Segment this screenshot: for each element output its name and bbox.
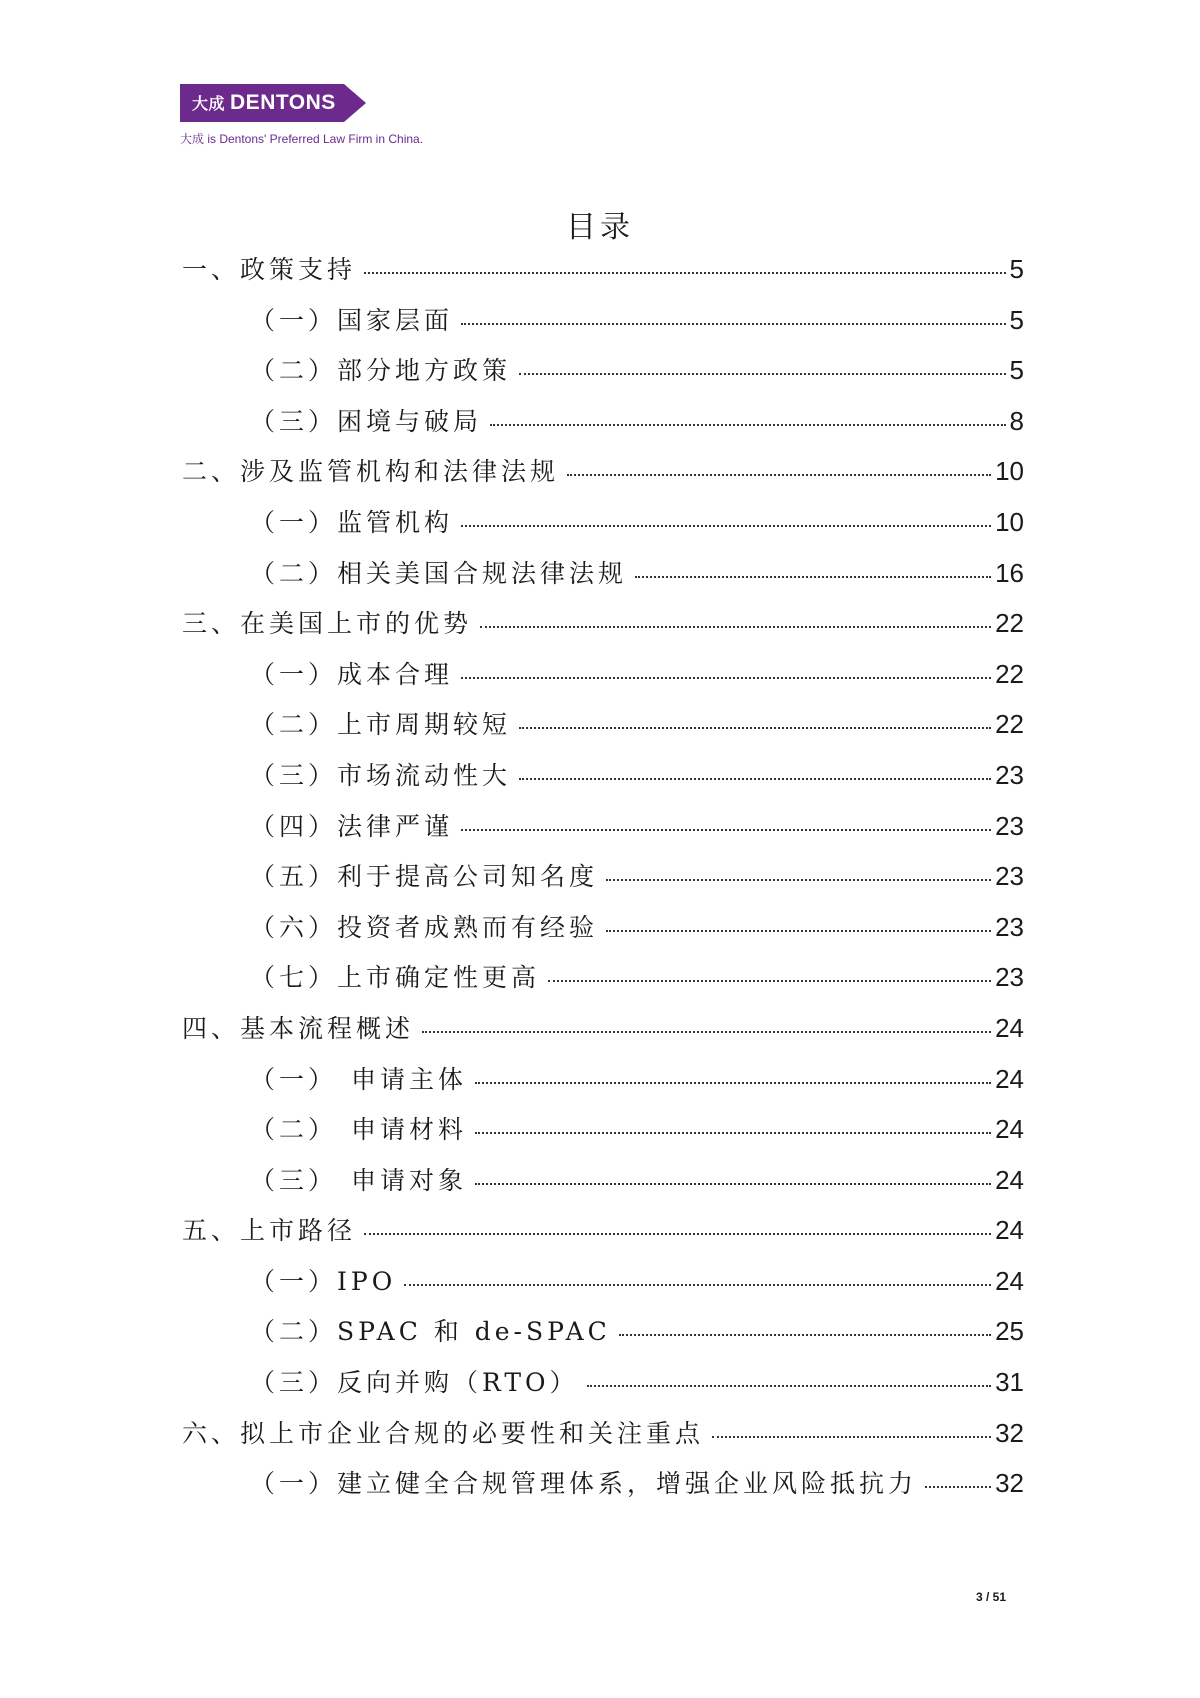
toc-entry-page: 22: [995, 658, 1024, 689]
toc-entry-label: （三）市场流动性大: [250, 760, 512, 790]
toc-entry[interactable]: [182, 655, 1024, 706]
toc-entry-label: （二）SPAC 和 de-SPAC: [250, 1317, 611, 1347]
toc-entry-page: 23: [995, 962, 1024, 993]
toc-leader-dots: [364, 1233, 991, 1235]
toc-leader-dots: [519, 373, 1006, 375]
toc-entry[interactable]: [182, 301, 1024, 352]
page-number: 3 / 51: [976, 1590, 1007, 1604]
toc-entry[interactable]: [182, 1009, 1024, 1060]
toc-entry-page: 24: [995, 1164, 1024, 1195]
toc-entry[interactable]: [182, 1161, 1024, 1212]
toc-leader-dots: [480, 626, 991, 628]
toc-entry-label: （一）成本合理: [250, 659, 454, 689]
dentons-logo: [180, 84, 366, 122]
toc-leader-dots: [404, 1284, 991, 1286]
toc-entry-label: （二）相关美国合规法律法规: [250, 558, 628, 588]
toc-entry-page: 5: [1009, 304, 1024, 335]
toc-entry-label: （五）利于提高公司知名度: [250, 862, 599, 892]
toc-entry-label: （一）监管机构: [250, 507, 454, 537]
toc-entry[interactable]: [182, 958, 1024, 1009]
toc-entry-page: 5: [1009, 355, 1024, 386]
toc-entry-label: [250, 1110, 467, 1146]
toc-leader-dots: [606, 930, 991, 932]
toc-entry[interactable]: [182, 705, 1024, 756]
toc-entry-label: （二）上市周期较短: [250, 710, 512, 740]
toc-entry-title: 申请主体: [351, 1064, 468, 1094]
toc-leader-dots: [490, 424, 1006, 426]
toc-entry-number: （三）: [250, 1165, 338, 1195]
toc-entry-label: 四、基本流程概述: [182, 1013, 415, 1043]
toc-leader-dots: [519, 727, 991, 729]
toc-leader-dots: [475, 1132, 991, 1134]
logo-english-name: DENTONS: [230, 91, 336, 114]
toc-entry-page: 5: [1009, 254, 1024, 284]
toc-entry-label: （六）投资者成熟而有经验: [250, 912, 599, 942]
toc-entry-number: （一）: [250, 1064, 338, 1094]
toc-entry-page: 32: [995, 1417, 1024, 1448]
toc-leader-dots: [925, 1486, 991, 1488]
toc-entry[interactable]: [182, 1312, 1024, 1363]
toc-leader-dots: [587, 1385, 992, 1387]
toc-leader-dots: [475, 1183, 991, 1185]
toc-leader-dots: [548, 980, 991, 982]
toc-leader-dots: [422, 1031, 991, 1033]
toc-entry[interactable]: [182, 503, 1024, 554]
toc-entry-page: 24: [995, 1215, 1024, 1246]
toc-entry[interactable]: [182, 402, 1024, 453]
toc-entry-label: （三）困境与破局: [250, 406, 483, 436]
toc-leader-dots: [364, 272, 1006, 274]
toc-entry-page: 8: [1009, 405, 1024, 436]
toc-entry[interactable]: [182, 857, 1024, 908]
toc-entry[interactable]: [182, 1060, 1024, 1111]
firm-tagline: 大成 is Dentons' Preferred Law Firm in China.: [180, 132, 424, 146]
toc-entry-label: 一、政策支持: [182, 255, 357, 284]
toc-entry-page: 24: [995, 1265, 1024, 1296]
toc-leader-dots: [635, 576, 991, 578]
toc-entry-page: 23: [995, 759, 1024, 790]
toc-entry[interactable]: [182, 1414, 1024, 1465]
toc-entry[interactable]: [182, 1110, 1024, 1161]
toc-leader-dots: [519, 778, 991, 780]
toc-entry-page: 23: [995, 911, 1024, 942]
toc-entry-label: 五、上市路径: [182, 1216, 357, 1246]
toc-leader-dots: [712, 1436, 991, 1438]
toc-leader-dots: [567, 474, 991, 476]
toc-entry-page: 31: [995, 1367, 1024, 1398]
toc-entry-label: （三）反向并购（RTO）: [250, 1368, 579, 1398]
toc-entry-title: 申请对象: [351, 1165, 468, 1195]
toc-entry-label: （四）法律严谨: [250, 811, 454, 841]
toc-entry-label: 二、涉及监管机构和法律法规: [182, 457, 560, 487]
toc-entry[interactable]: [182, 1464, 1024, 1515]
toc-leader-dots: [461, 677, 991, 679]
toc-entry-page: 32: [995, 1468, 1024, 1499]
toc-leader-dots: [619, 1334, 991, 1336]
toc-entry[interactable]: [182, 250, 1024, 301]
toc-entry-label: （二）部分地方政策: [250, 356, 512, 386]
toc-leader-dots: [461, 525, 991, 527]
toc-leader-dots: [606, 879, 991, 881]
toc-entry-page: 23: [995, 810, 1024, 841]
toc-entry-page: 22: [995, 608, 1024, 639]
toc-entry-label: （一）建立健全合规管理体系，增强企业风险抵抗力: [250, 1469, 918, 1499]
toc-entry-page: 24: [995, 1114, 1024, 1145]
toc-entry-label: （七）上市确定性更高: [250, 963, 541, 993]
toc-entry-label: （一）国家层面: [250, 305, 454, 335]
toc-entry[interactable]: [182, 1363, 1024, 1414]
toc-entry[interactable]: [182, 554, 1024, 605]
toc-entry-label: （一）IPO: [250, 1266, 397, 1296]
toc-leader-dots: [461, 323, 1006, 325]
toc-entry[interactable]: [182, 452, 1024, 503]
toc-entry-page: 25: [995, 1316, 1024, 1347]
toc-entry-label: 三、在美国上市的优势: [182, 609, 473, 639]
toc-entry-label: [250, 1161, 467, 1197]
toc-entry-page: 24: [995, 1012, 1024, 1043]
toc-entry[interactable]: [182, 756, 1024, 807]
toc-entry-page: 16: [995, 557, 1024, 588]
toc-entry[interactable]: [182, 807, 1024, 858]
toc-entry-number: （二）: [250, 1115, 338, 1145]
toc-leader-dots: [461, 829, 991, 831]
toc-entry[interactable]: [182, 351, 1024, 402]
toc-entry-page: 23: [995, 861, 1024, 892]
logo-chinese-name: 大成: [192, 96, 226, 113]
toc-entry-page: 10: [995, 456, 1024, 487]
toc-entry-page: 22: [995, 709, 1024, 740]
table-of-contents: [182, 250, 1024, 1515]
toc-entry[interactable]: [182, 1262, 1024, 1313]
toc-entry-label: [250, 1060, 467, 1096]
toc-entry[interactable]: [182, 1211, 1024, 1262]
toc-entry[interactable]: [182, 604, 1024, 655]
toc-entry[interactable]: [182, 908, 1024, 959]
logo-wordmark: [192, 84, 336, 122]
toc-entry-title: 申请材料: [351, 1115, 468, 1145]
toc-entry-page: 24: [995, 1063, 1024, 1094]
toc-entry-label: 六、拟上市企业合规的必要性和关注重点: [182, 1418, 705, 1448]
toc-entry-page: 10: [995, 506, 1024, 537]
toc-leader-dots: [475, 1082, 991, 1084]
toc-title: 目录: [566, 210, 634, 245]
